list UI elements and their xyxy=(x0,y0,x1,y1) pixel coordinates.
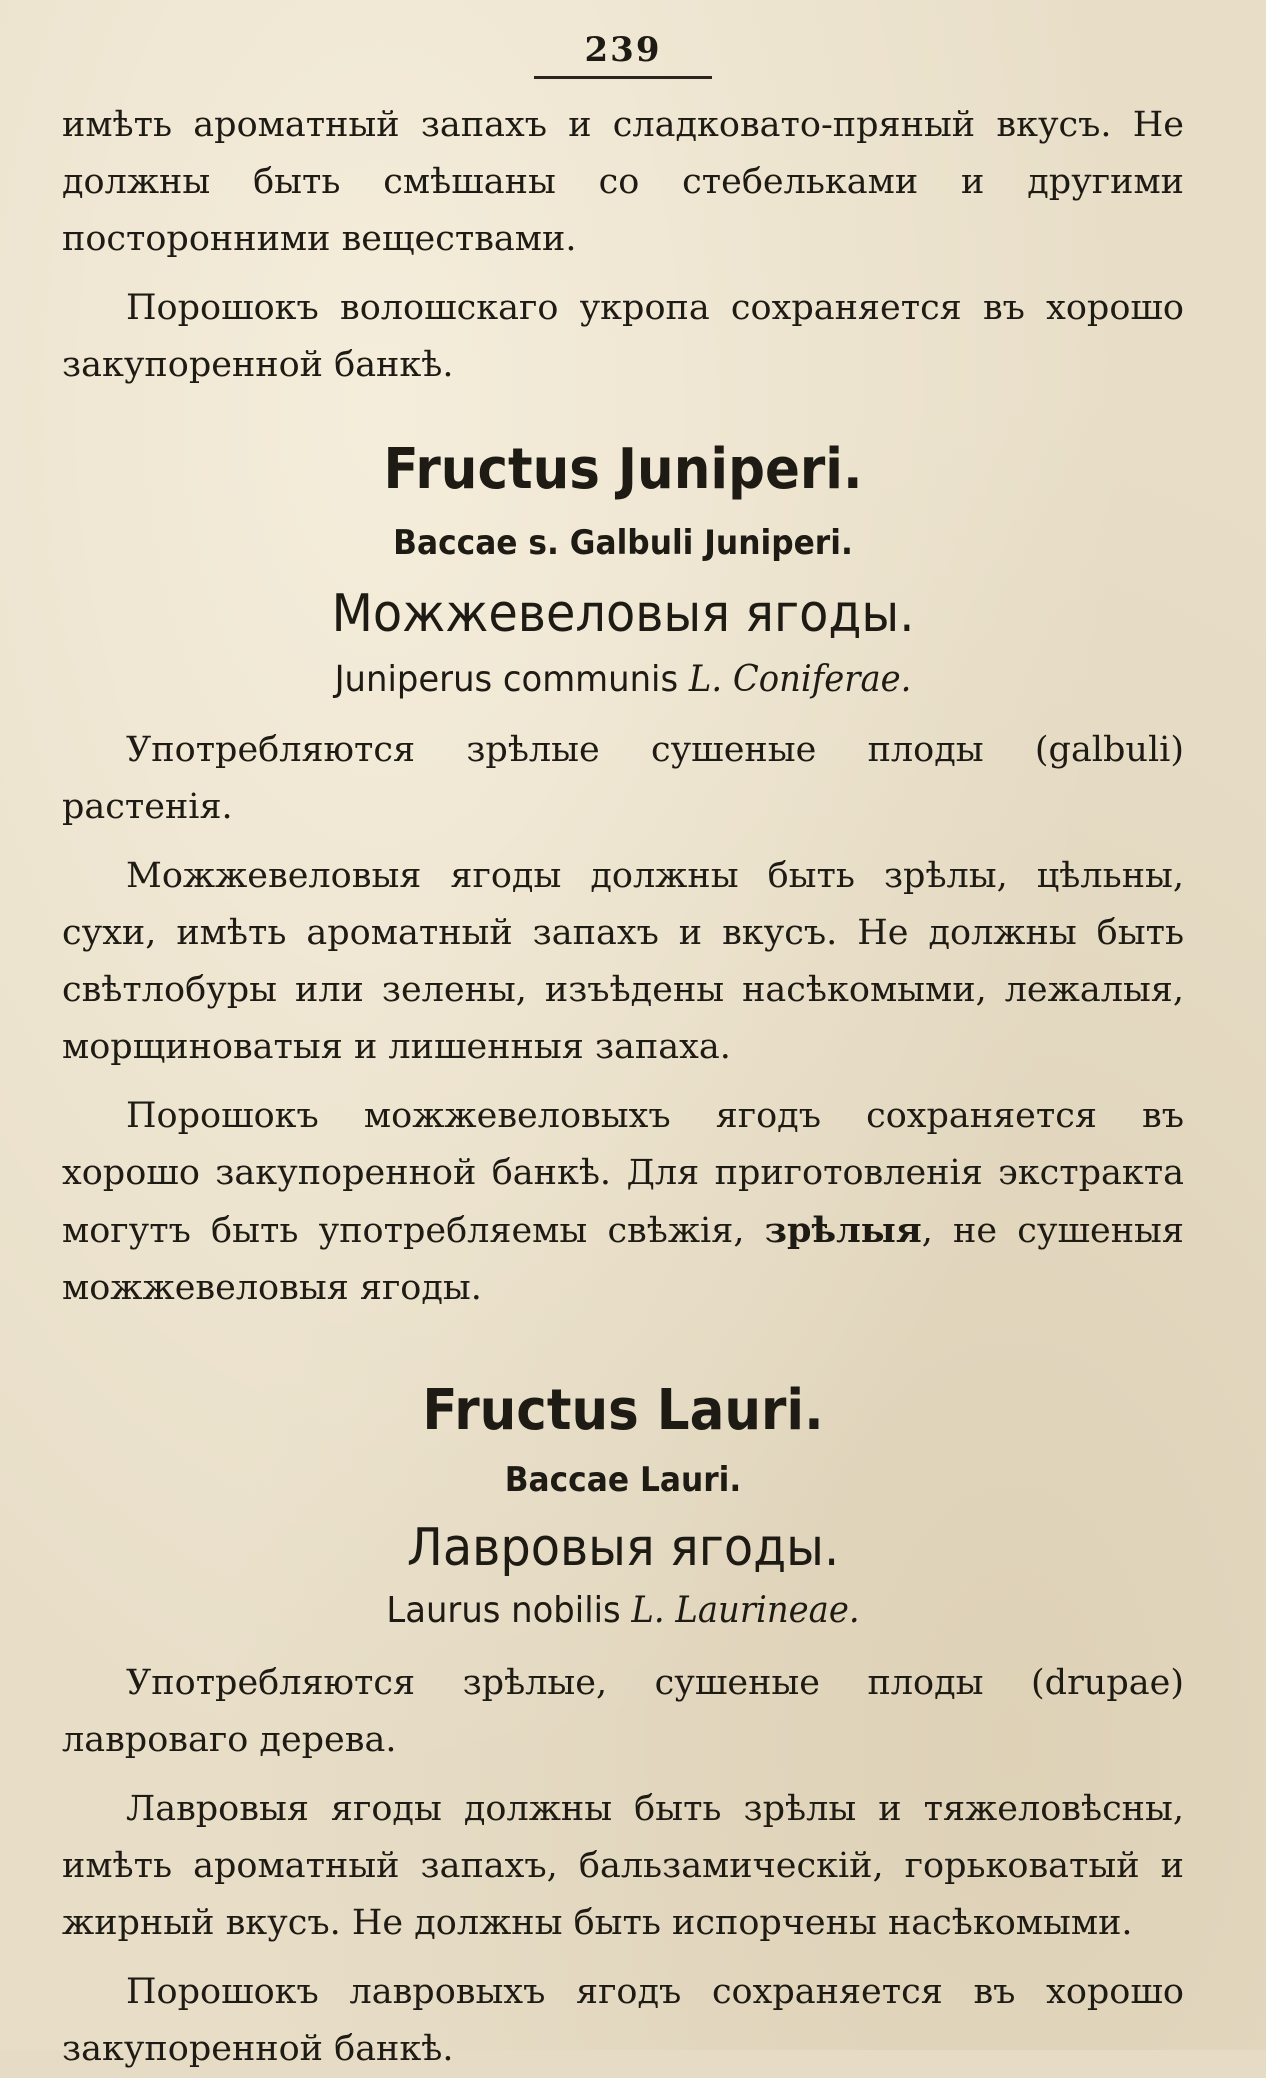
juniper-section xyxy=(62,434,1184,1317)
juniper-russian-title: Можжевеловыя ягоды. xyxy=(331,584,915,644)
intro-paragraph-2: Порошокъ волошскаго укропа сохраняется въ хорошо закупоренной банкѣ. xyxy=(62,288,1184,385)
juniper-paragraph-1: Употребляются зрѣлые сушеные плоды (galbuli) растенія. xyxy=(62,730,1184,827)
juniper-paragraph-3 xyxy=(62,1088,1184,1317)
laurel-latin-title: Fructus Lauri. xyxy=(422,1378,824,1443)
laurel-botanical-line xyxy=(96,1581,1151,1641)
laurel-section xyxy=(62,1375,1184,2078)
laurel-paragraph-3: Порошокъ лавровыхъ ягодъ сохраняется въ хорошо закупоренной банкѣ. xyxy=(62,1972,1184,2069)
intro-paragraph-1: имѣть ароматный запахъ и сладковато-пряный вкусъ. Не должны быть смѣшаны со стебельками и другими посторонними веществами. xyxy=(62,105,1184,259)
laurel-paragraph-2: Лавровыя ягоды должны быть зрѣлы и тяжеловѣсны, имѣть ароматный запахъ, бальзамическій, горьковатый и жирный вкусъ. Не должны быть испорчены насѣкомыми. xyxy=(62,1789,1184,1943)
juniper-paragraph-3-emphasis: зрѣлыя xyxy=(764,1210,922,1251)
juniper-paragraph-3-start: Порошокъ можжевеловыхъ ягодъ сохраняется въ хорошо закупоренной банкѣ. Для приготовленія экстракта могутъ быть употребляемы свѣжія, xyxy=(62,1096,1184,1251)
laurel-latin-synonym: Baccae Lauri. xyxy=(504,1460,742,1500)
page-number: 239 xyxy=(584,30,662,70)
laurel-russian-title: Лавровыя ягоды. xyxy=(406,1518,840,1578)
laurel-botanical-name: Laurus nobilis xyxy=(386,1590,621,1631)
juniper-botanical-line xyxy=(96,650,1151,710)
header-rule xyxy=(534,76,712,79)
laurel-paragraph-1: Употребляются зрѣлые, сушеные плоды (drupae) лавроваго дерева. xyxy=(62,1663,1184,1760)
laurel-botanical-family: L. Laurineae. xyxy=(631,1590,860,1631)
juniper-paragraph-2: Можжевеловыя ягоды должны быть зрѣлы, цѣльны, сухи, имѣть ароматный запахъ и вкусъ. Не должны быть свѣтлобуры или зелены, изъѣдены насѣкомыми, лежалыя, морщиноватыя и лишенныя запаха. xyxy=(62,856,1184,1067)
juniper-botanical-family: L. Coniferae. xyxy=(688,659,912,700)
juniper-paragraph-3-end: , не сушеныя можжевеловыя ягоды. xyxy=(62,1211,1184,1308)
juniper-latin-title: Fructus Juniperi. xyxy=(383,437,863,502)
page-content xyxy=(62,30,1184,2078)
juniper-botanical-name: Juniperus communis xyxy=(334,659,679,700)
juniper-latin-synonym: Baccae s. Galbuli Juniperi. xyxy=(393,523,853,563)
